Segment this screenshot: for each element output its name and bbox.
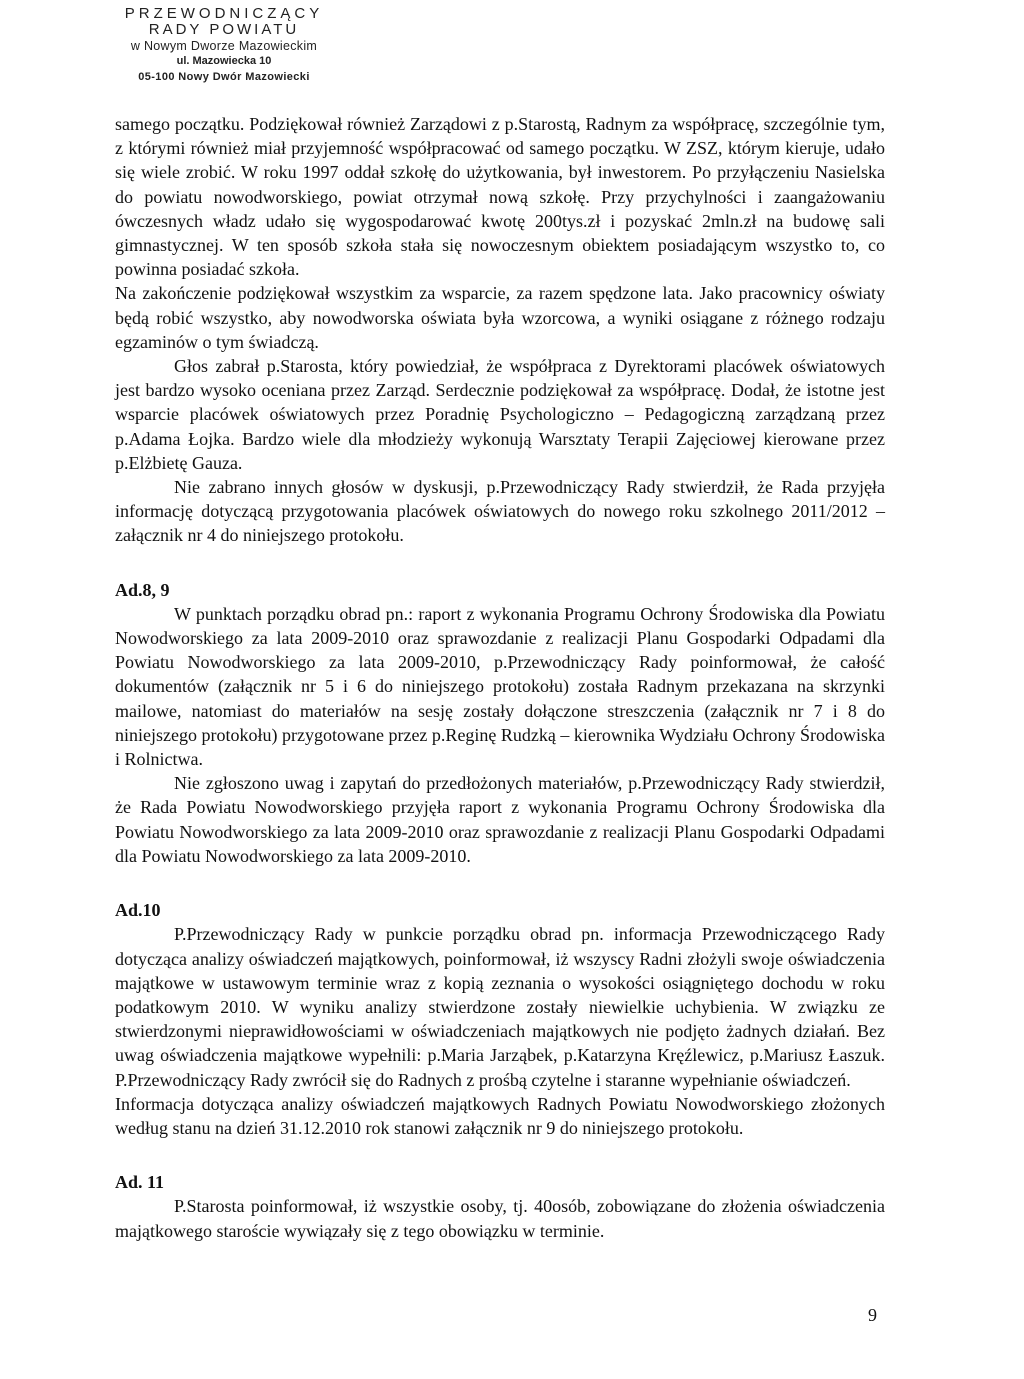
section-ad-10-paragraph-2: Informacja dotycząca analizy oświadczeń majątkowych Radnych Powiatu Nowodworskiego złożonych według stanu na dzień 31.12.2010 rok stanowi załącznik nr 9 do niniejszego protokołu. xyxy=(115,1093,885,1138)
section-ad-8-9-paragraph-2: Nie zgłoszono uwag i zapytań do przedłożonych materiałów, p.Przewodniczący Rady stwierdził, że Rada Powiatu Nowodworskiego przyjęła raport z wykonania Programu Ochrony Środowiska dla Powiatu Nowodworskiego za lata 2009-2010 oraz sprawozdanie z realizacji Planu Gospodarki Odpadami dla Powiatu Nowodworskiego za lata 2009-2010. xyxy=(115,773,885,866)
section-ad-10-paragraph-1: P.Przewodniczący Rady w punkcie porządku obrad pn. informacja Przewodniczącego Rady dotycząca analizy oświadczeń majątkowych, poinformował, iż wszyscy Radni złożyli swoje oświadczenia majątkowe w ustawowym terminie wraz z kopią zeznania o wysokości osiągniętego dochodu w roku podatkowym 2010. W wyniku analizy stwierdzone zostały niewielkie uchybienia. W związku ze stwierdzonymi nieprawidłowościami w oświadczeniach majątkowych nie podjęto żadnych działań. Bez uwag oświadczenia majątkowe wypełnili: p.Maria Jarząbek, p.Katarzyna Kręźlewicz, p.Mariusz Łaszuk. P.Przewodniczący Rady zwrócił się do Radnych z prośbą czytelne i staranne wypełnianie oświadczeń. xyxy=(115,924,885,1090)
stamp-line-street: ul. Mazowiecka 10 xyxy=(176,55,272,67)
page-number: 9 xyxy=(868,1305,877,1325)
section-ad-11-paragraph-1: P.Starosta poinformował, iż wszystkie osoby, tj. 40osób, zobowiązane do złożenia oświadczenia majątkowego staroście wywiązały się z tego obowiązku w terminie. xyxy=(115,1196,885,1241)
section-ad-8-9-paragraph-1: W punktach porządku obrad pn.: raport z wykonania Programu Ochrony Środowiska dla Powiatu Nowodworskiego za lata 2009-2010 oraz sprawozdanie z realizacji Planu Gospodarki Odpadami dla Powiatu Nowodworskiego za lata 2009-2010, p.Przewodniczący Rady poinformował, że całość dokumentów (załącznik nr 5 i 6 do niniejszego protokołu) została Radnym przekazana na skrzynki mailowe, natomiast do materiałów na sesję zostały dołączone streszczenia (załącznik nr 7 i 8 do niniejszego protokołu) przygotowane przez p.Reginę Rudzką – kierownika Wydziału Ochrony Środowiska i Rolnictwa. xyxy=(115,603,885,770)
paragraph-starosta: Głos zabrał p.Starosta, który powiedział, że współpraca z Dyrektorami placówek oświatowych jest bardzo wysoko oceniana przez Zarząd. Serdecznie podziękował za współpracę. Dodał, że istotne jest wsparcie placówek oświatowych przez Poradnię Psychologiczno – Pedagogiczną zarządzaną przez p.Adama Łojka. Bardzo wiele dla młodzieży wykonują Warsztaty Terapii Zajęciowej kierowane przez p.Elżbietę Gauza. xyxy=(115,356,885,473)
paragraph-thanks: samego początku. Podziękował również Zarządowi z p.Starostą, Radnym za współpracę, szczególnie tym, z którymi również miał przyjemność współpracować od samego początku. W ZSZ, którym kieruje, udało się wiele zrobić. W roku 1997 oddał szkołę do użytkowania, był inwestorem. Po przyłączeniu Nasielska do powiatu nowodworskiego, powiat otrzymał nową szkołę. Przy przychylności i zaangażowaniu ówczesnych władz udało się wygospodarować kwotę 200tys.zł i pozyskać 2mln.zł na budowę sali gimnastycznej. W ten sposób szkoła stała się nowoczesnym obiektem posiadającym wszystko to, co powinna posiadać szkoła. xyxy=(115,114,885,280)
stamp-line-postcode: 05-100 Nowy Dwór Mazowiecki xyxy=(138,71,310,83)
stamp-line-title: PRZEWODNICZĄCY xyxy=(124,5,324,22)
stamp-line-council: RADY POWIATU xyxy=(148,21,300,38)
stamp-line-town: w Nowym Dworze Mazowieckim xyxy=(130,39,318,53)
section-heading-ad-8-9: Ad.8, 9 xyxy=(115,579,170,600)
section-heading-ad-10: Ad.10 xyxy=(115,900,161,921)
paragraph-resolution: Nie zabrano innych głosów w dyskusji, p.Przewodniczący Rady stwierdził, że Rada przyjęła informację dotyczącą przygotowania placówek oświatowych do nowego roku szkolnego 2011/2012 – załącznik nr 4 do niniejszego protokołu. xyxy=(115,477,885,546)
header-stamp xyxy=(94,6,354,85)
document-body xyxy=(115,112,885,1243)
section-heading-ad-11: Ad. 11 xyxy=(115,1172,165,1193)
paragraph-closing: Na zakończenie podziękował wszystkim za wsparcie, za razem spędzone lata. Jako pracownicy oświaty będą robić wszystko, aby nowodworska oświata była wzorcowa, a wyniki osiągane z różnego rodzaju egzaminów o tym świadczą. xyxy=(115,283,885,352)
